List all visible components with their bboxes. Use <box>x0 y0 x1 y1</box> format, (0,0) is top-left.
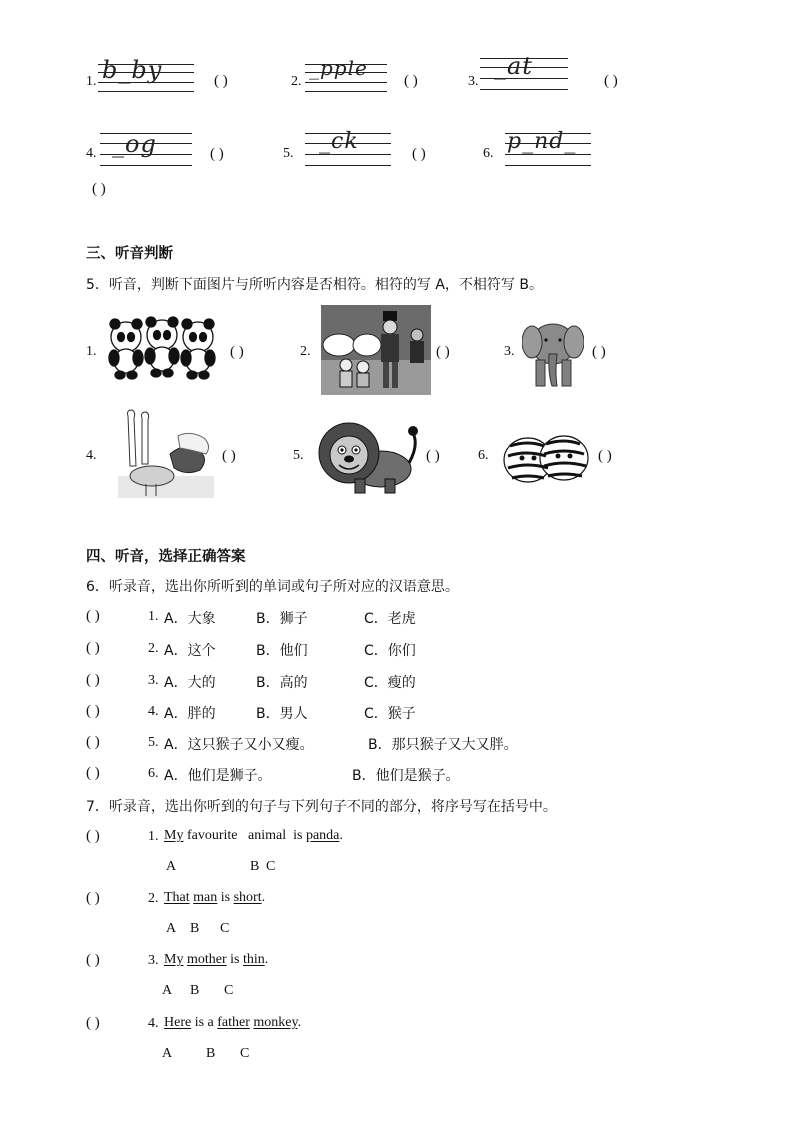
q6-opt-a-1: A．大象 <box>164 611 216 627</box>
q7-word-2-0: That <box>164 890 190 905</box>
q6-num-3: 3. <box>148 673 159 688</box>
pandas-icon <box>104 313 220 381</box>
q7-num-4: 4. <box>148 1016 159 1031</box>
q7-paren-3[interactable]: ( ) <box>86 952 100 968</box>
q7-letter-4-A: A <box>162 1046 173 1061</box>
q6-opt-b-6: B．他们是猴子。 <box>352 768 460 784</box>
q7-word-2-2: man <box>193 890 218 905</box>
q7-word-1-5: . <box>339 828 343 843</box>
hw-word-2: _pple <box>309 56 368 80</box>
elephant-icon <box>522 316 584 388</box>
q6-opt-b-2: B．他们 <box>256 643 308 659</box>
hw-blank-4[interactable]: ( ) <box>210 146 224 162</box>
hw-lines-5 <box>305 130 391 170</box>
q7-word-1-4: panda <box>305 828 340 843</box>
s3-blank-1[interactable]: ( ) <box>230 344 244 360</box>
q7-word-4-2: father <box>217 1015 250 1030</box>
q6-instruction: 6．听录音，选出你所听到的单词或句子所对应的汉语意思。 <box>86 579 459 595</box>
hw-lines-1 <box>98 56 194 96</box>
q6-paren-5[interactable]: ( ) <box>86 734 100 750</box>
hw-num-2: 2. <box>291 74 302 89</box>
hw-word-5: _ck <box>319 129 359 154</box>
section4-title: 四、听音，选择正确答案 <box>86 549 246 565</box>
lion-icon <box>315 415 419 497</box>
q6-opt-c-4: C．猴子 <box>364 706 416 722</box>
hw-blank-3[interactable]: ( ) <box>604 73 618 89</box>
hw-word-1: b_by <box>102 56 163 84</box>
hw-blank-1[interactable]: ( ) <box>214 73 228 89</box>
q7-letter-3-A: A <box>162 983 173 998</box>
q7-letter-1-A: A <box>166 859 177 874</box>
s3-num-5: 5. <box>293 448 304 463</box>
q7-letter-4-B: B <box>206 1046 216 1061</box>
q6-opt-a-2: A．这个 <box>164 643 216 659</box>
hw-word-3: _at <box>494 52 533 80</box>
q7-num-3: 3. <box>148 953 159 968</box>
family-icon <box>321 305 431 395</box>
q6-opt-a-4: A．胖的 <box>164 706 216 722</box>
q7-word-1-2: is <box>293 828 303 843</box>
q6-num-1: 1. <box>148 609 159 624</box>
q7-sentence-1 <box>164 828 343 844</box>
q6-paren-3[interactable]: ( ) <box>86 672 100 688</box>
q6-opt-c-2: C．你们 <box>364 643 416 659</box>
q7-word-1-1: favourite animal <box>183 828 294 843</box>
q7-letter-2-A: A <box>166 921 177 936</box>
s3-blank-5[interactable]: ( ) <box>426 448 440 464</box>
q7-word-2-5: . <box>261 890 266 905</box>
q7-word-4-0: Here <box>164 1015 192 1030</box>
q6-paren-4[interactable]: ( ) <box>86 703 100 719</box>
section3-title: 三、听音判断 <box>86 246 173 262</box>
q7-word-2-4: short <box>233 890 262 905</box>
q7-word-3-5: . <box>264 952 269 967</box>
q7-sentence-4 <box>164 1015 301 1031</box>
q7-letter-1-C: C <box>266 859 276 874</box>
q6-paren-2[interactable]: ( ) <box>86 640 100 656</box>
q6-opt-c-1: C．老虎 <box>364 611 416 627</box>
hw-word-6: p_nd_ <box>507 129 577 154</box>
q7-letter-3-C: C <box>224 983 234 998</box>
hw-lines-6 <box>505 130 591 170</box>
section3-instruction: 5．听音，判断下面图片与所听内容是否相符。相符的写 A，不相符写 B。 <box>86 277 543 293</box>
q7-letter-2-B: B <box>190 921 200 936</box>
q6-opt-a-5: A．这只猴子又小又瘦。 <box>164 737 314 753</box>
q7-paren-2[interactable]: ( ) <box>86 890 100 906</box>
hw-lines-3 <box>480 52 568 94</box>
q6-paren-6[interactable]: ( ) <box>86 765 100 781</box>
q7-letter-3-B: B <box>190 983 200 998</box>
q6-opt-b-5: B．那只猴子又大又胖。 <box>368 737 518 753</box>
q6-opt-b-1: B．狮子 <box>256 611 308 627</box>
hw-num-6: 6. <box>483 146 494 161</box>
q7-word-3-3: is <box>226 952 243 967</box>
q7-num-2: 2. <box>148 891 159 906</box>
s3-num-2: 2. <box>300 344 311 359</box>
hw-blank-2[interactable]: ( ) <box>404 73 418 89</box>
q7-word-3-4: thin <box>242 952 265 967</box>
q6-num-2: 2. <box>148 641 159 656</box>
s3-num-3: 3. <box>504 344 515 359</box>
hw-blank-5[interactable]: ( ) <box>412 146 426 162</box>
s3-num-1: 1. <box>86 344 97 359</box>
q7-word-1-0: My <box>164 828 184 843</box>
q7-instruction: 7．听录音，选出你听到的句子与下列句子不同的部分，将序号写在括号中。 <box>86 799 557 815</box>
q6-paren-1[interactable]: ( ) <box>86 608 100 624</box>
q6-num-4: 4. <box>148 704 159 719</box>
hw-num-4: 4. <box>86 146 97 161</box>
hw-word-4: _og <box>112 130 157 158</box>
zebras-icon <box>500 422 592 490</box>
q6-num-6: 6. <box>148 766 159 781</box>
q6-opt-b-4: B．男人 <box>256 706 308 722</box>
q7-paren-1[interactable]: ( ) <box>86 828 100 844</box>
q7-word-4-1: is a <box>191 1015 218 1030</box>
q6-opt-a-3: A．大的 <box>164 675 216 691</box>
q7-num-1: 1. <box>148 829 159 844</box>
q7-sentence-2 <box>164 890 265 906</box>
hw-lines-2 <box>305 56 387 96</box>
hw-num-1: 1. <box>86 74 97 89</box>
q7-word-2-3: is <box>217 890 234 905</box>
q7-sentence-3 <box>164 952 268 968</box>
s3-blank-4[interactable]: ( ) <box>222 448 236 464</box>
q6-opt-c-3: C．瘦的 <box>364 675 416 691</box>
q6-opt-a-6: A．他们是狮子。 <box>164 768 272 784</box>
q7-letter-4-C: C <box>240 1046 250 1061</box>
q6-num-5: 5. <box>148 735 159 750</box>
q7-letter-2-C: C <box>220 921 230 936</box>
q7-paren-4[interactable]: ( ) <box>86 1015 100 1031</box>
q7-word-4-4: monkey <box>253 1015 298 1030</box>
s3-num-6: 6. <box>478 448 489 463</box>
q7-word-3-2: mother <box>186 952 227 967</box>
s3-blank-2[interactable]: ( ) <box>436 344 450 360</box>
hw-lines-4 <box>100 130 192 170</box>
s3-blank-6[interactable]: ( ) <box>598 448 612 464</box>
s3-num-4: 4. <box>86 448 97 463</box>
hw-num-3: 3. <box>468 74 479 89</box>
ostrich-icon <box>118 406 214 498</box>
hw-num-5: 5. <box>283 146 294 161</box>
hw-blank-6[interactable]: ( ) <box>92 181 106 197</box>
s3-blank-3[interactable]: ( ) <box>592 344 606 360</box>
q7-letter-1-B: B <box>250 859 260 874</box>
q7-word-4-5: . <box>297 1015 302 1030</box>
q7-word-3-0: My <box>164 952 184 967</box>
q6-opt-b-3: B．高的 <box>256 675 308 691</box>
